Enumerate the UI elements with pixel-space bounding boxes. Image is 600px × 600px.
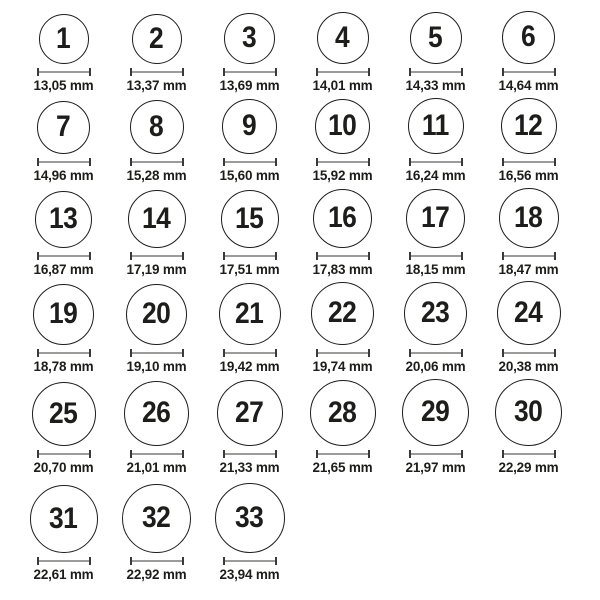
diameter-measure-line (223, 252, 277, 260)
ring-size-cell (296, 282, 389, 375)
ring-circle (317, 12, 369, 64)
diameter-label: 13,69 mm (219, 77, 280, 93)
ring-size-number: 26 (142, 396, 171, 430)
ring-size-cell (203, 190, 296, 278)
ring-size-cell (203, 99, 296, 184)
diameter-label: 17,83 mm (312, 261, 373, 277)
ring-size-number: 6 (521, 20, 536, 54)
diameter-label: 18,15 mm (405, 261, 466, 277)
diameter-label: 13,05 mm (33, 77, 94, 93)
diameter-measure-line (37, 158, 91, 166)
ring-size-cell (296, 12, 389, 94)
diameter-label: 21,97 mm (405, 459, 466, 475)
ring-circle (311, 282, 374, 345)
diameter-label: 20,06 mm (405, 358, 466, 374)
diameter-measure-line (316, 68, 370, 76)
diameter-measure-line (409, 158, 463, 166)
ring-size-number: 13 (49, 202, 78, 236)
ring-circle (30, 485, 98, 553)
diameter-label: 14,33 mm (405, 77, 466, 93)
ring-circle (37, 101, 90, 154)
ring-circle (35, 191, 92, 248)
diameter-measure-line (223, 557, 277, 565)
ring-size-cell (110, 100, 203, 184)
ring-circle (408, 98, 464, 154)
diameter-label: 18,78 mm (33, 358, 94, 374)
diameter-label: 16,87 mm (33, 261, 94, 277)
diameter-measure-line (130, 158, 184, 166)
chart-row (17, 278, 600, 375)
diameter-label: 22,92 mm (126, 566, 187, 582)
ring-circle (219, 283, 281, 345)
ring-size-cell (17, 382, 110, 476)
diameter-label: 23,94 mm (219, 566, 280, 582)
diameter-measure-line (316, 252, 370, 260)
ring-circle (132, 14, 182, 64)
ring-circle (126, 284, 187, 345)
ring-circle (39, 14, 89, 64)
ring-size-number: 7 (56, 110, 71, 144)
ring-circle (499, 188, 559, 248)
ring-size-cell (203, 13, 296, 94)
ring-size-number: 31 (49, 501, 78, 535)
diameter-measure-line (316, 158, 370, 166)
diameter-measure-line (409, 450, 463, 458)
diameter-label: 19,10 mm (126, 358, 187, 374)
diameter-label: 19,42 mm (219, 358, 280, 374)
ring-circle (222, 99, 277, 154)
diameter-measure-line (502, 68, 556, 76)
ring-size-cell (482, 188, 575, 278)
ring-size-cell (482, 11, 575, 94)
ring-size-number: 22 (328, 296, 357, 330)
diameter-label: 15,28 mm (126, 167, 187, 183)
diameter-measure-line (316, 349, 370, 357)
ring-circle (404, 282, 467, 345)
ring-circle (315, 99, 370, 154)
ring-size-number: 2 (149, 21, 164, 55)
ring-size-number: 19 (49, 297, 78, 331)
ring-size-number: 24 (514, 295, 543, 329)
ring-circle (224, 13, 275, 64)
diameter-label: 21,33 mm (219, 459, 280, 475)
ring-size-number: 1 (56, 21, 71, 55)
diameter-label: 22,61 mm (33, 566, 94, 582)
ring-size-number: 8 (149, 109, 164, 143)
diameter-measure-line (409, 252, 463, 260)
ring-size-number: 27 (235, 395, 264, 429)
ring-size-number: 23 (421, 296, 450, 330)
ring-size-cell (296, 189, 389, 278)
diameter-measure-line (130, 450, 184, 458)
diameter-label: 14,01 mm (312, 77, 373, 93)
diameter-measure-line (37, 252, 91, 260)
diameter-measure-line (316, 450, 370, 458)
chart-row (17, 10, 600, 94)
ring-size-number: 30 (514, 395, 543, 429)
ring-size-number: 18 (514, 200, 543, 234)
ring-size-cell (389, 98, 482, 184)
ring-circle (402, 379, 469, 446)
ring-size-number: 11 (421, 108, 450, 142)
diameter-label: 18,47 mm (498, 261, 559, 277)
ring-size-number: 4 (335, 20, 350, 54)
diameter-measure-line (37, 349, 91, 357)
ring-circle (501, 98, 557, 154)
ring-circle (32, 382, 96, 446)
ring-circle (33, 284, 94, 345)
ring-size-number: 16 (328, 201, 357, 235)
ring-size-number: 14 (142, 201, 171, 235)
ring-size-cell (17, 284, 110, 375)
diameter-label: 16,24 mm (405, 167, 466, 183)
ring-size-number: 17 (421, 201, 450, 235)
diameter-measure-line (502, 349, 556, 357)
ring-circle (122, 484, 191, 553)
diameter-measure-line (130, 557, 184, 565)
ring-size-cell (203, 380, 296, 476)
ring-size-number: 9 (242, 109, 257, 143)
diameter-label: 21,65 mm (312, 459, 373, 475)
chart-row (17, 375, 600, 476)
diameter-measure-line (223, 450, 277, 458)
diameter-label: 21,01 mm (126, 459, 187, 475)
diameter-label: 19,74 mm (312, 358, 373, 374)
ring-size-cell (389, 379, 482, 476)
diameter-label: 22,29 mm (498, 459, 559, 475)
diameter-measure-line (409, 349, 463, 357)
ring-circle (313, 189, 372, 248)
diameter-measure-line (130, 252, 184, 260)
ring-size-number: 32 (142, 501, 171, 535)
ring-size-cell (296, 99, 389, 184)
diameter-label: 17,51 mm (219, 261, 280, 277)
diameter-label: 20,38 mm (498, 358, 559, 374)
ring-size-cell (110, 381, 203, 476)
diameter-measure-line (223, 158, 277, 166)
ring-circle (495, 379, 562, 446)
ring-circle (502, 11, 555, 64)
diameter-label: 17,19 mm (126, 261, 187, 277)
chart-row (17, 184, 600, 278)
ring-size-cell (389, 12, 482, 94)
ring-size-number: 29 (421, 395, 450, 429)
diameter-label: 15,92 mm (312, 167, 373, 183)
ring-size-number: 28 (328, 395, 357, 429)
diameter-measure-line (502, 450, 556, 458)
ring-size-cell (389, 189, 482, 278)
ring-size-cell (110, 14, 203, 94)
ring-size-number: 5 (428, 20, 443, 54)
diameter-measure-line (223, 68, 277, 76)
ring-size-cell (482, 98, 575, 184)
ring-size-cell (17, 485, 110, 583)
ring-size-cell (482, 379, 575, 476)
diameter-label: 20,70 mm (33, 459, 94, 475)
ring-circle (221, 190, 279, 248)
diameter-label: 16,56 mm (498, 167, 559, 183)
ring-size-cell (203, 283, 296, 375)
ring-circle (217, 380, 283, 446)
ring-size-number: 20 (142, 297, 171, 331)
ring-size-cell (296, 380, 389, 476)
ring-size-cell (482, 281, 575, 375)
chart-row (17, 94, 600, 184)
ring-circle (310, 380, 376, 446)
ring-circle (128, 190, 186, 248)
ring-circle (215, 483, 285, 553)
diameter-measure-line (130, 349, 184, 357)
ring-circle (410, 12, 462, 64)
ring-size-cell (110, 284, 203, 375)
diameter-measure-line (37, 68, 91, 76)
diameter-measure-line (37, 450, 91, 458)
diameter-label: 15,60 mm (219, 167, 280, 183)
diameter-label: 14,96 mm (33, 167, 94, 183)
ring-circle (497, 281, 561, 345)
chart-row (17, 476, 600, 583)
ring-size-number: 15 (235, 201, 264, 235)
diameter-measure-line (37, 557, 91, 565)
diameter-label: 13,37 mm (126, 77, 187, 93)
ring-size-cell (110, 484, 203, 583)
diameter-measure-line (409, 68, 463, 76)
ring-size-number: 10 (328, 109, 357, 143)
diameter-measure-line (130, 68, 184, 76)
ring-circle (406, 189, 465, 248)
ring-size-cell (389, 282, 482, 375)
ring-size-number: 3 (242, 21, 257, 55)
ring-size-cell (17, 101, 110, 184)
diameter-measure-line (502, 252, 556, 260)
ring-size-number: 25 (49, 396, 78, 430)
ring-size-cell (17, 14, 110, 94)
diameter-label: 14,64 mm (498, 77, 559, 93)
ring-size-number: 21 (235, 296, 264, 330)
diameter-measure-line (502, 158, 556, 166)
diameter-measure-line (223, 349, 277, 357)
ring-circle (124, 381, 189, 446)
ring-size-cell (17, 191, 110, 278)
ring-size-cell (203, 483, 296, 583)
ring-circle (130, 100, 184, 154)
ring-size-number: 33 (235, 500, 264, 534)
ring-size-cell (110, 190, 203, 278)
ring-size-number: 12 (514, 108, 543, 142)
